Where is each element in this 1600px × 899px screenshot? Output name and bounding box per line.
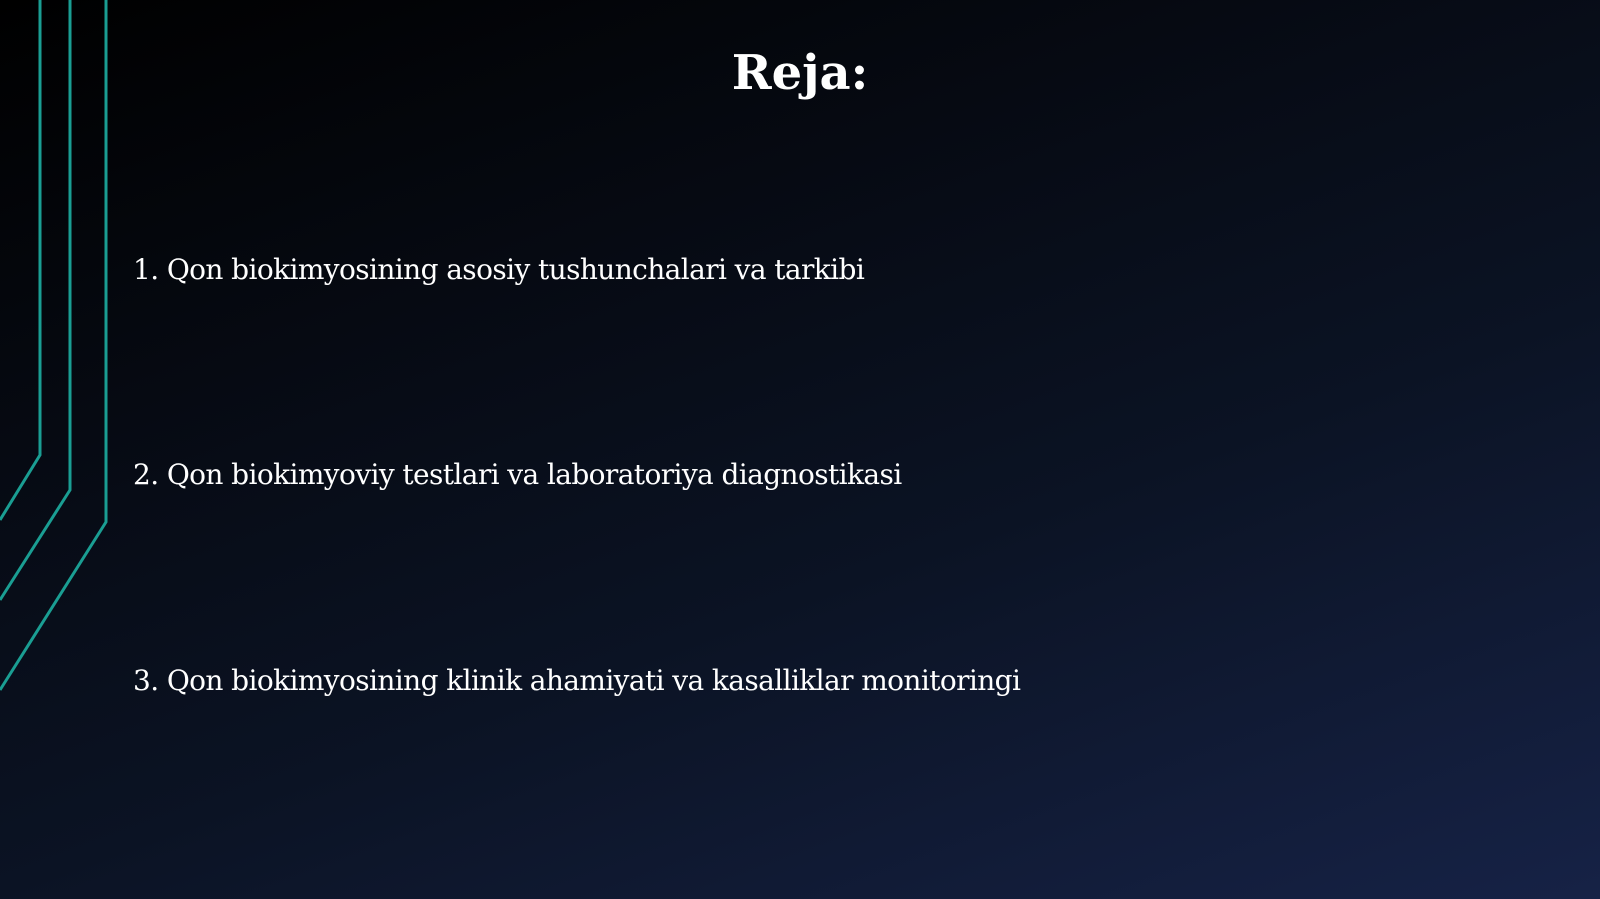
decorative-teal-lines bbox=[0, 0, 120, 899]
slide-title: Reja: bbox=[731, 45, 869, 101]
plan-item-2: 2. Qon biokimyoviy testlari va laboratoriya diagnostikasi bbox=[133, 458, 902, 491]
plan-item-3: 3. Qon biokimyosining klinik ahamiyati va kasalliklar monitoringi bbox=[133, 664, 1021, 697]
plan-item-1: 1. Qon biokimyosining asosiy tushunchalari va tarkibi bbox=[133, 253, 865, 286]
